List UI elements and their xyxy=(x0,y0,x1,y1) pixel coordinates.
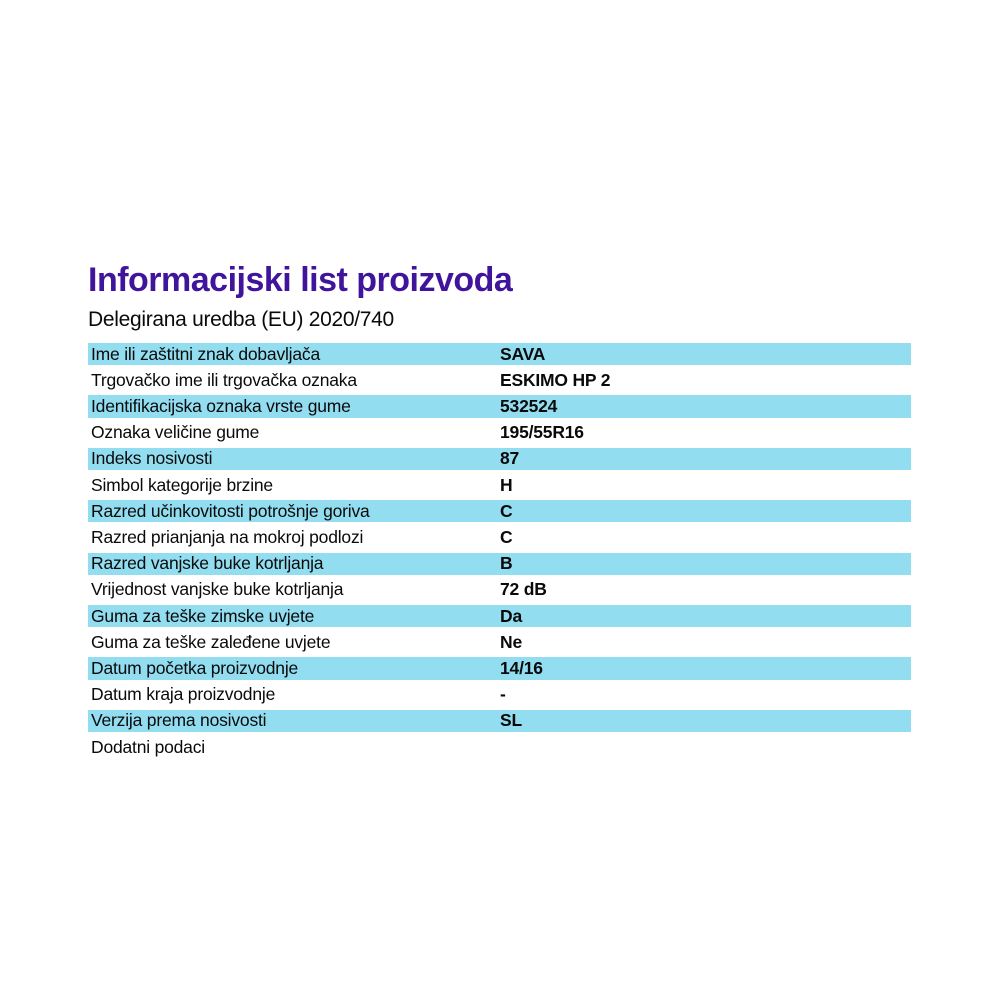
table-row xyxy=(88,734,911,760)
table-row xyxy=(88,472,911,498)
row-label: Verzija prema nosivosti xyxy=(91,710,267,731)
table-row xyxy=(88,420,911,446)
table-row xyxy=(88,341,911,367)
row-value: 532524 xyxy=(500,396,558,417)
row-label: Guma za teške zimske uvjete xyxy=(91,605,315,626)
row-value: ESKIMO HP 2 xyxy=(500,369,611,390)
row-value: SL xyxy=(500,710,522,731)
table-row xyxy=(88,708,911,734)
table-row xyxy=(88,577,911,603)
row-label: Simbol kategorije brzine xyxy=(91,474,273,495)
row-label: Razred vanjske buke kotrljanja xyxy=(91,553,324,574)
row-value: 195/55R16 xyxy=(500,422,584,443)
row-label: Oznaka veličine gume xyxy=(91,422,260,443)
row-value: C xyxy=(500,500,513,521)
row-label: Vrijednost vanjske buke kotrljanja xyxy=(91,579,344,600)
row-label: Identifikacijska oznaka vrste gume xyxy=(91,396,351,417)
row-value: H xyxy=(500,474,513,495)
table-row xyxy=(88,393,911,419)
row-value: 14/16 xyxy=(500,657,543,678)
row-value: Ne xyxy=(500,631,522,652)
table-row xyxy=(88,629,911,655)
table-row xyxy=(88,551,911,577)
row-label: Trgovačko ime ili trgovačka oznaka xyxy=(91,369,357,390)
table-row xyxy=(88,603,911,629)
row-label: Razred prianjanja na mokroj podlozi xyxy=(91,527,364,547)
row-label: Dodatni podaci xyxy=(91,736,205,757)
row-value: 72 dB xyxy=(500,579,547,600)
row-label: Razred učinkovitosti potrošnje goriva xyxy=(91,500,370,521)
row-label: Datum kraja proizvodnje xyxy=(91,684,276,705)
row-value: SAVA xyxy=(500,343,546,364)
table-row xyxy=(88,367,911,393)
table-row xyxy=(88,682,911,708)
row-label: Guma za teške zaleđene uvjete xyxy=(91,631,331,652)
row-value: - xyxy=(500,684,506,705)
product-table xyxy=(88,341,911,760)
page-subtitle: Delegirana uredba (EU) 2020/740 xyxy=(88,308,394,332)
row-label: Indeks nosivosti xyxy=(91,448,213,469)
table-row xyxy=(88,655,911,681)
row-value: C xyxy=(500,527,513,547)
table-row xyxy=(88,446,911,472)
row-value: B xyxy=(500,553,513,574)
page-title: Informacijski list proizvoda xyxy=(88,261,513,299)
row-value: 87 xyxy=(500,448,520,469)
row-value: Da xyxy=(500,605,522,626)
table-row xyxy=(88,498,911,524)
table-row xyxy=(88,524,911,550)
product-information-sheet xyxy=(88,261,911,760)
row-label: Ime ili zaštitni znak dobavljača xyxy=(91,343,320,364)
row-label: Datum početka proizvodnje xyxy=(91,657,299,678)
